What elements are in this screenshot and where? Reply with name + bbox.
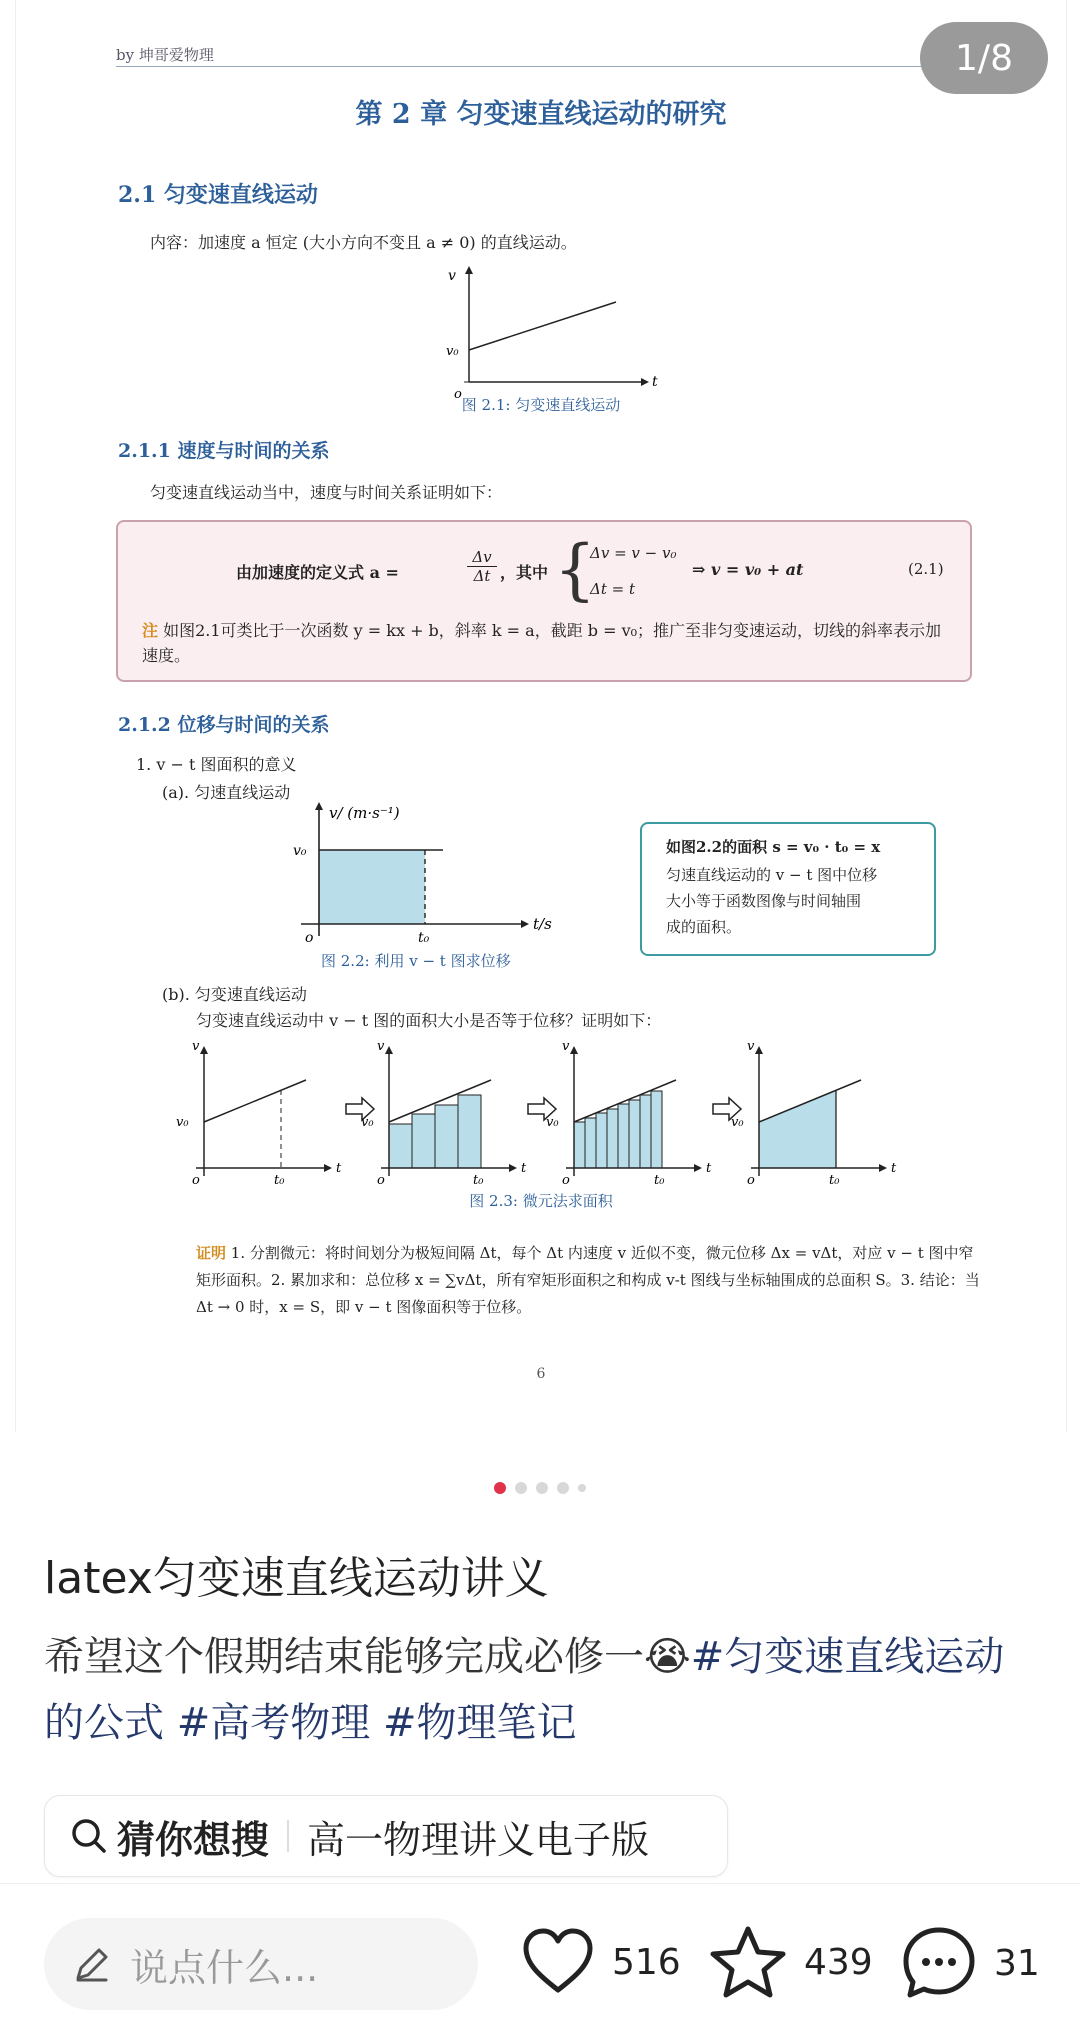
svg-text:v₀: v₀ [731,1115,744,1130]
search-label: 猜你想搜 [117,1817,270,1862]
crying-emoji-icon: 😭 [644,1634,691,1680]
carousel-dot[interactable] [557,1482,569,1494]
figure-2-3 [176,1040,916,1190]
header-rule [116,66,976,67]
image-counter: 1/8 [920,22,1048,94]
panel-4 [731,1039,897,1188]
fig22-caption: 图 2.2: 利用 v − t 图求位移 [321,952,511,970]
heart-icon [520,1924,596,2000]
proof-block [196,1240,986,1321]
favorite-count: 439 [804,1941,873,1983]
frac-numerator: Δv [472,548,492,566]
panel-2 [361,1039,527,1188]
item-1b: (b). 匀变速直线运动 [162,985,307,1004]
page-number: 6 [536,1366,546,1382]
carousel-dot[interactable] [515,1482,527,1494]
hashtag-link[interactable]: #高考物理 [176,1700,371,1746]
figure-2-2 [271,796,571,946]
svg-text:v: v [192,1039,200,1054]
item-1: 1. v − t 图面积的意义 [136,755,297,774]
item-1a: (a). 匀速直线运动 [162,783,291,802]
bottom-action-bar [0,1883,1080,2042]
item-1b-text: 匀变速直线运动中 v − t 图的面积大小是否等于位移？证明如下： [196,1011,662,1030]
hashtag-link[interactable]: #物理笔记 [382,1700,577,1746]
area-note-line2: 匀速直线运动的 v − t 图中位移 [666,866,878,884]
hashtag-link[interactable]: #匀变速直线运动的公式 [44,1634,1005,1746]
section-2-1-text: 内容：加速度 a 恒定 (大小方向不变且 a ≠ 0) 的直线运动。 [150,233,577,252]
brace: { [554,531,596,608]
area-note-line4: 成的面积。 [666,918,742,936]
formula-result: ⇒ v = v₀ + at [692,560,804,579]
fig22-ylabel: v/ (m·s⁻¹) [329,804,400,822]
doc-header: by 坤哥爱物理 [116,46,214,64]
equation-number: (2.1) [908,560,944,578]
fig23-caption: 图 2.3: 微元法求面积 [469,1192,613,1210]
formula-lead: 由加速度的定义式 a = [236,563,399,582]
svg-text:t₀: t₀ [274,1173,285,1188]
chapter-title: 第 2 章 匀变速直线运动的研究 [355,99,727,130]
carousel-dot[interactable] [578,1484,586,1492]
carousel-dot-active[interactable] [494,1482,506,1494]
svg-text:o: o [192,1173,200,1188]
document-page[interactable] [15,0,1067,1432]
frac-denominator: Δt [467,566,497,585]
svg-text:v: v [562,1039,570,1054]
svg-text:t: t [336,1161,342,1176]
formula-mid: ，其中 [500,563,549,582]
svg-text:t₀: t₀ [829,1173,840,1188]
fig22-t0: t₀ [418,930,430,946]
section-2-1-2-heading: 2.1.2 位移与时间的关系 [118,714,330,736]
section-2-1-1-heading: 2.1.1 速度与时间的关系 [118,440,330,462]
search-query: 高一物理讲义电子版 [307,1817,650,1862]
fig21-caption: 图 2.1: 匀变速直线运动 [461,396,621,414]
carousel-dot[interactable] [536,1482,548,1494]
case-1: Δv = v − v₀ [590,544,677,562]
comment-input[interactable] [44,1918,478,2010]
comment-count: 31 [994,1942,1040,1984]
fig22-origin: o [305,930,314,946]
description-text: 希望这个假期结束能够完成必修一 [44,1634,644,1680]
suggested-search[interactable] [44,1795,728,1877]
fig21-v0: v₀ [446,344,459,359]
svg-text:v: v [747,1039,755,1054]
area-note-line1: 如图2.2的面积 s = v₀ · t₀ = x [666,838,881,856]
formula-frac [467,548,497,585]
svg-text:t: t [521,1161,527,1176]
fig21-ylabel: v [448,268,456,284]
panel-3 [546,1039,712,1188]
figure-2-1 [436,262,656,402]
comment-placeholder: 说点什么... [130,1945,319,1990]
fig21-origin: o [454,387,462,402]
proof-label: 证明 [196,1244,227,1262]
note-text: 如图2.1可类比于一次函数 y = kx + b，斜率 k = a，截距 b = v₀；推广至非匀变速运动，切线的斜率表示加速度。 [142,621,942,665]
favorite-button[interactable] [708,1924,873,2000]
pencil-icon [70,1942,114,1986]
post-title: latex匀变速直线运动讲义 [44,1553,549,1604]
svg-text:t₀: t₀ [654,1173,665,1188]
proof-text: 1. 分割微元：将时间划分为极短间隔 Δt，每个 Δt 内速度 v 近似不变，微元位移 Δx = vΔt，对应 v − t 图中窄矩形面积。2. 累加求和：总位移 x = ∑vΔt，所有窄矩形面积之和构成 v-t 图线与坐标轴围成的总面积 S。3. 结论：当 Δt → 0 时，x = S，即 v − t 图像面积等于位移。 [196,1244,980,1316]
formula-box [116,520,972,682]
search-icon [69,1816,109,1856]
panel-1 [176,1039,342,1188]
case-2: Δt = t [590,580,635,598]
svg-text:o: o [562,1173,570,1188]
divider [287,1820,289,1852]
section-2-1-heading: 2.1 匀变速直线运动 [118,182,318,208]
fig22-v0: v₀ [293,843,307,859]
area-note-box [640,822,936,956]
svg-text:v: v [377,1039,385,1054]
area-note-line3: 大小等于函数图像与时间轴围 [666,892,862,910]
svg-text:v₀: v₀ [176,1115,189,1130]
star-icon [708,1924,788,2000]
carousel-indicator [0,1482,1080,1494]
comment-button[interactable] [900,1924,1040,2002]
svg-text:v₀: v₀ [361,1115,374,1130]
svg-text:v₀: v₀ [546,1115,559,1130]
svg-text:t: t [891,1161,897,1176]
like-count: 516 [612,1941,681,1983]
comment-bubble-icon [900,1924,978,2002]
like-button[interactable] [520,1924,681,2000]
svg-text:t: t [706,1161,712,1176]
fig21-xlabel: t [652,374,658,390]
formula-note [142,618,952,668]
svg-text:o: o [747,1173,755,1188]
fig22-xlabel: t/s [533,915,552,933]
post-description [44,1624,1044,1756]
svg-text:o: o [377,1173,385,1188]
section-2-1-1-text: 匀变速直线运动当中，速度与时间关系证明如下： [150,483,503,502]
note-label: 注 [142,621,159,640]
svg-text:t₀: t₀ [473,1173,484,1188]
